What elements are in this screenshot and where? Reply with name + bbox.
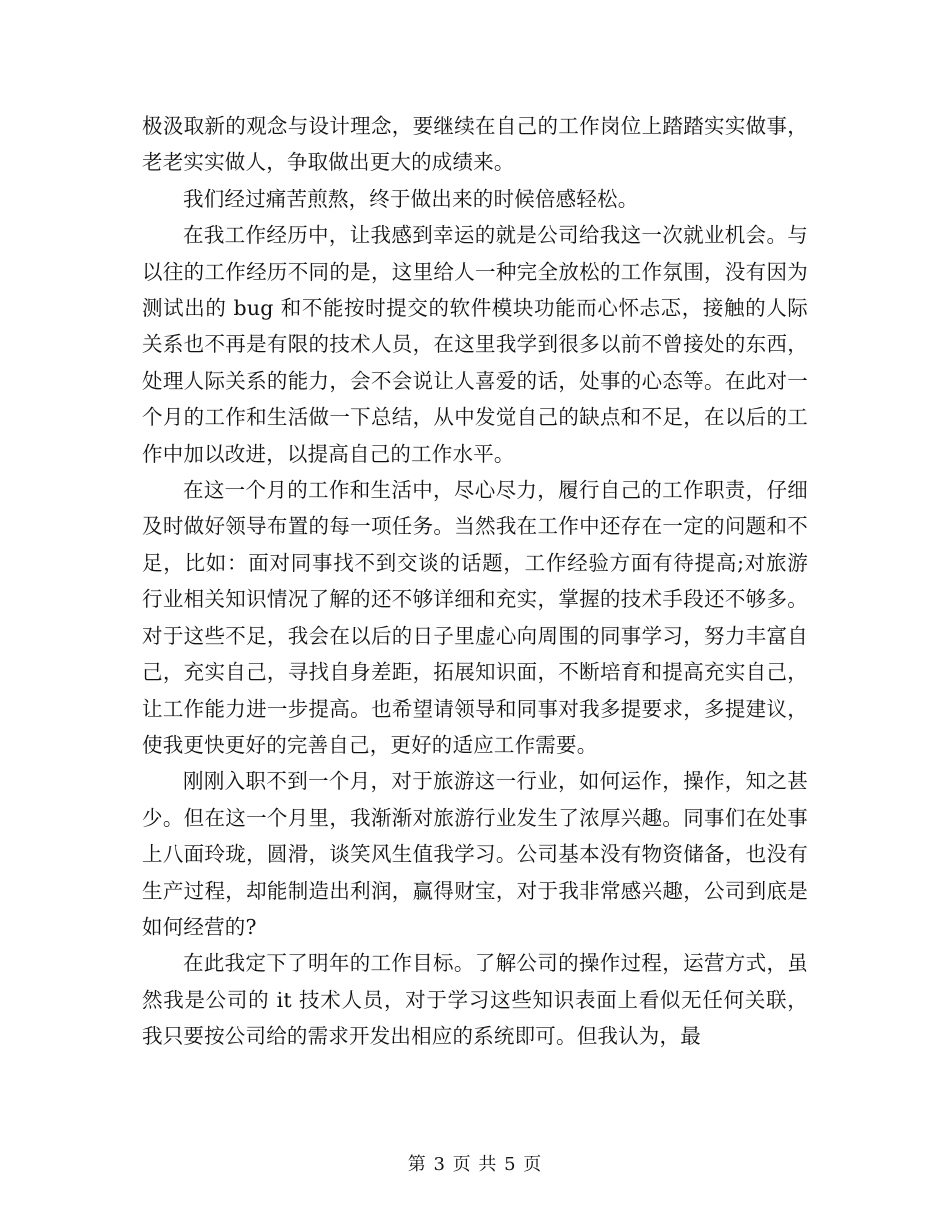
paragraph-4: 在这一个月的工作和生活中，尽心尽力，履行自己的工作职责，仔细及时做好领导布置的每一项任务。当然我在工作中还存在一定的问题和不足，比如：面对同事找不到交谈的话题，工作经验方面有待提高;对旅游行业相关知识情况了解的还不够详细和充实，掌握的技术手段还不够多。对于这些不足，我会在以后的日子里虚心向周围的同事学习，努力丰富自己，充实自己，寻找自身差距，拓展知识面，不断培育和提高充实自己，让工作能力进一步提高。也希望请领导和同事对我多提要求，多提建议，使我更快更好的完善自己，更好的适应工作需要。 [142,478,808,757]
paragraph-1: 极汲取新的观念与设计理念，要继续在自己的工作岗位上踏踏实实做事，老老实实做人，争取做出更大的成绩来。 [142,114,808,175]
paragraph-3: 在我工作经历中，让我感到幸运的就是公司给我这一次就业机会。与以往的工作经历不同的是，这里给人一种完全放松的工作氛围，没有因为测试出的 bug 和不能按时提交的软件模块功能而心怀忐忑，接触的人际关系也不再是有限的技术人员，在这里我学到很多以前不曾接处的东西，处理人际关系的能力，会不会说让人喜爱的话，处事的心态等。在此对一个月的工作和生活做一下总结，从中发觉自己的缺点和不足，在以后的工作中加以改进，以提高自己的工作水平。 [142,223,808,466]
paragraph-2: 我们经过痛苦煎熬，终于做出来的时候倍感轻松。 [183,186,639,211]
paragraph-6: 在此我定下了明年的工作目标。了解公司的操作过程，运营方式，虽然我是公司的 it 技术人员，对于学习这些知识表面上看似无任何关联，我只要按公司给的需求开发出相应的系统即可。但我认为，最 [142,951,808,1049]
page-number-footer: 第 3 页 共 5 页 [407,1154,543,1175]
paragraph-5: 刚刚入职不到一个月，对于旅游这一行业，如何运作，操作，知之甚少。但在这一个月里，我渐渐对旅游行业发生了浓厚兴趣。同事们在处事上八面玲珑，圆滑，谈笑风生值我学习。公司基本没有物资储备，也没有生产过程，却能制造出利润，赢得财宝，对于我非常感兴趣，公司到底是如何经营的? [142,769,808,939]
document-body [142,108,808,1055]
